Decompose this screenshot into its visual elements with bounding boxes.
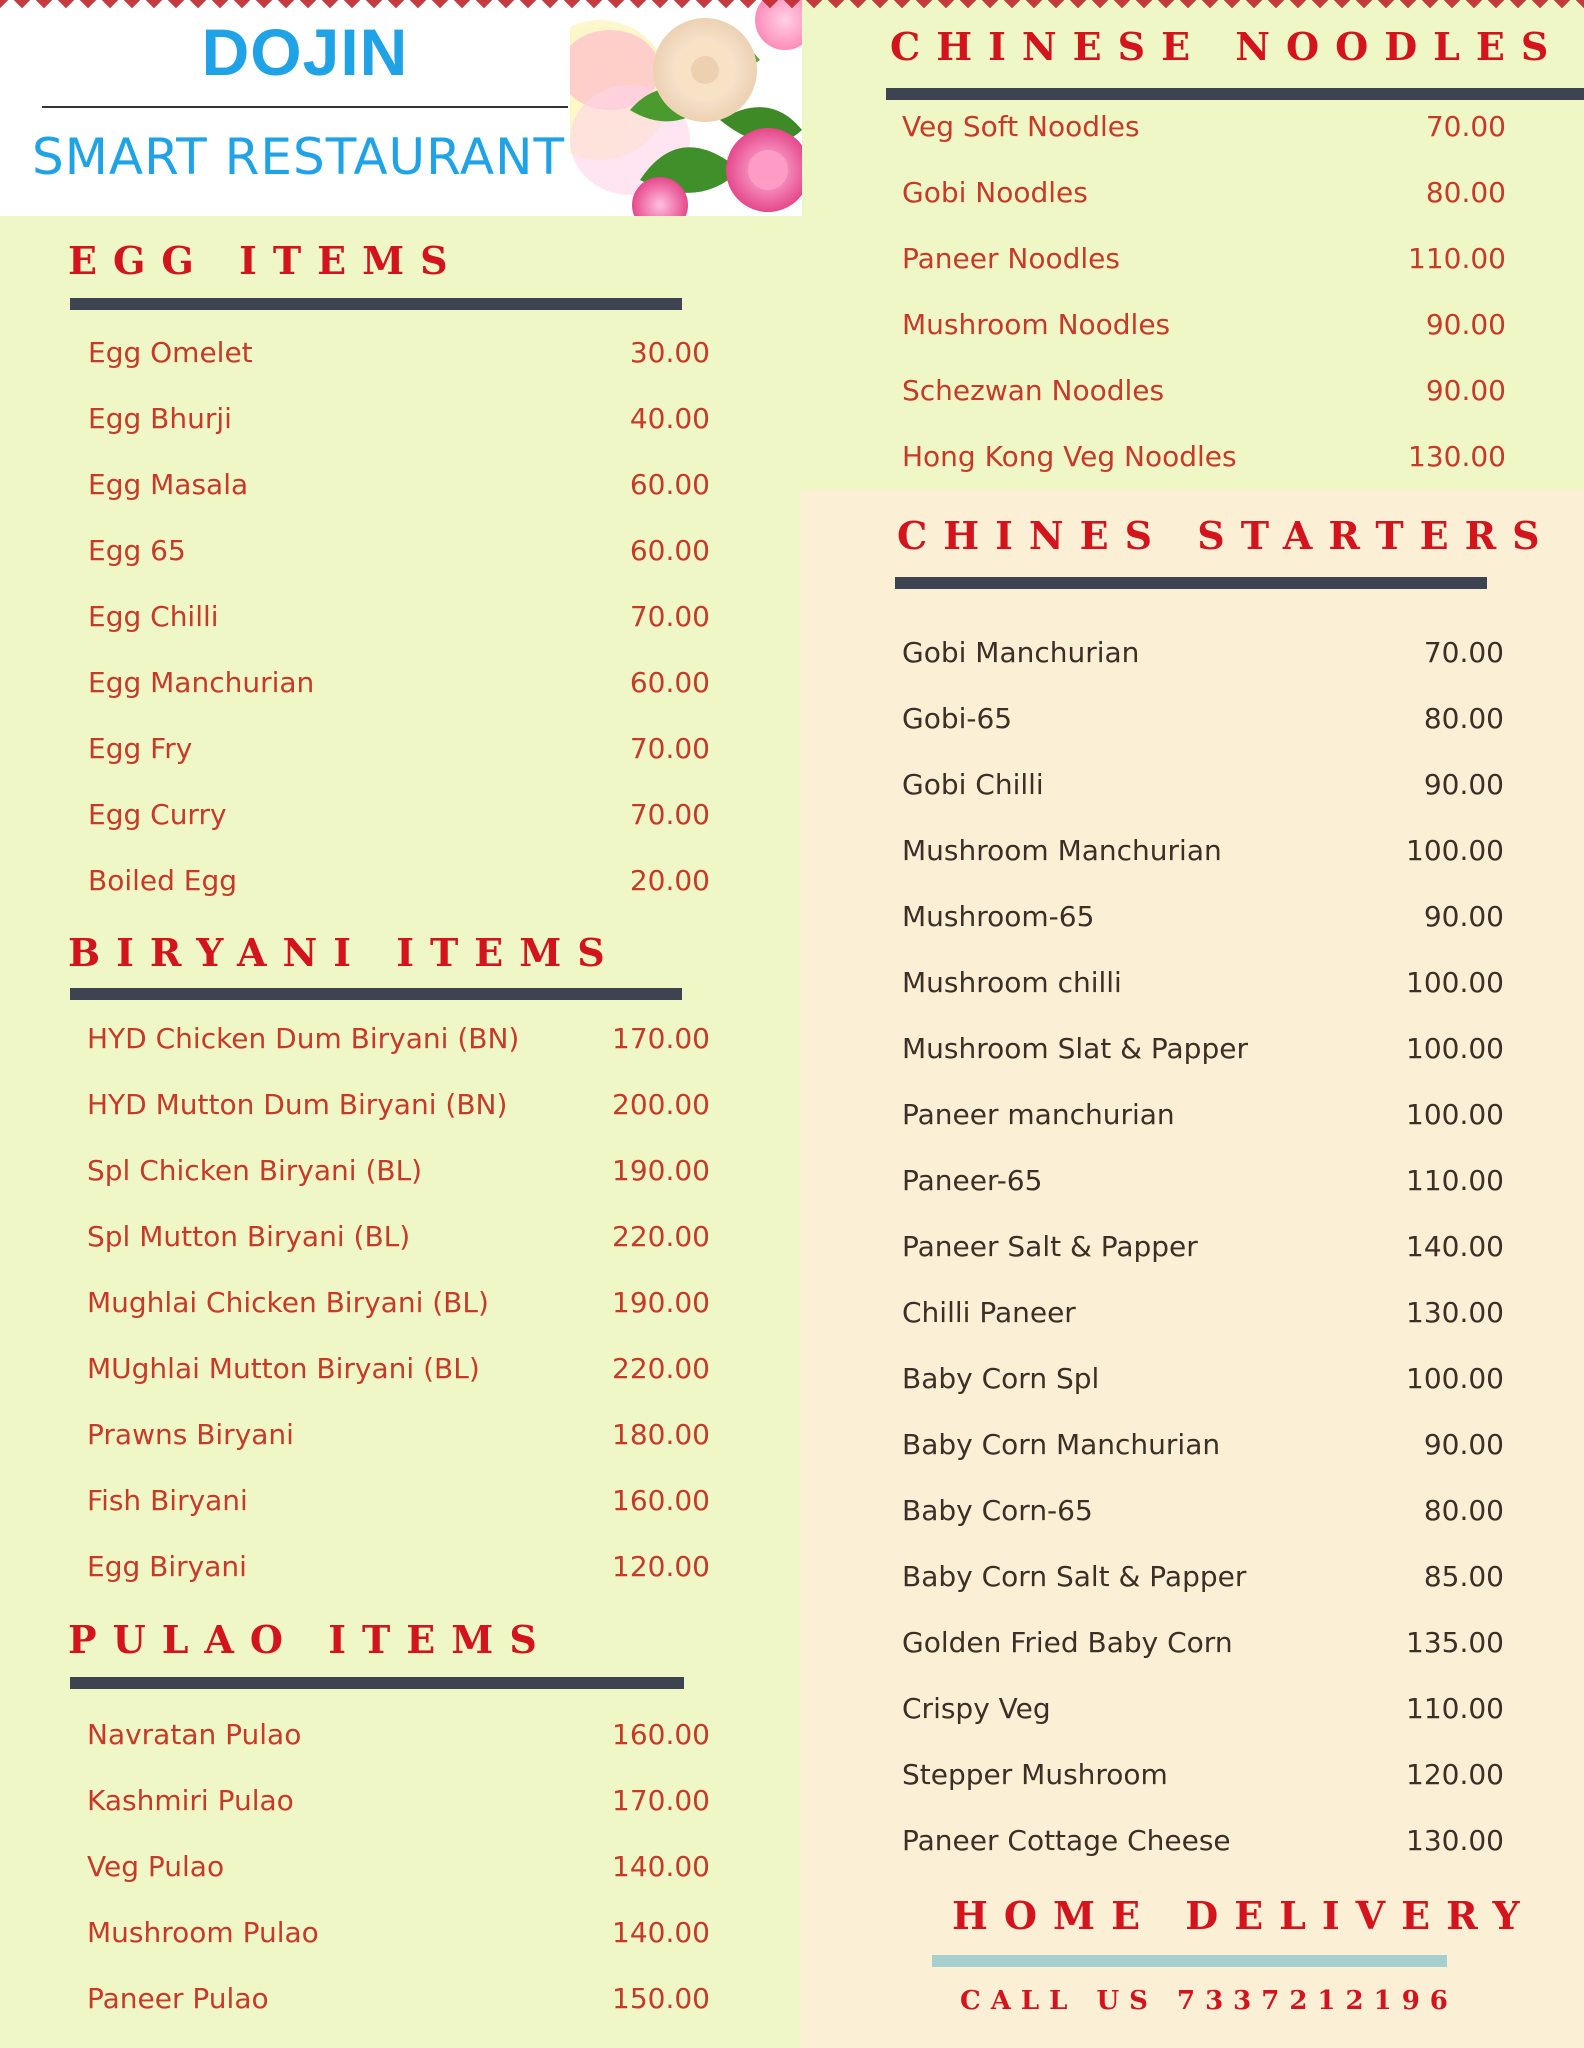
menu-item-name: Fish Biryani <box>87 1484 248 1517</box>
menu-item-price: 120.00 <box>1406 1758 1504 1791</box>
menu-item-price: 80.00 <box>1425 176 1506 209</box>
menu-item-row <box>902 834 1504 874</box>
menu-item-price: 60.00 <box>629 534 710 567</box>
menu-item-price: 70.00 <box>629 732 710 765</box>
flower-bouquet-icon <box>570 0 802 216</box>
menu-item-name: Paneer Cottage Cheese <box>902 1824 1231 1857</box>
section-title-biryani: BIRYANI ITEMS <box>68 930 621 975</box>
menu-item-price: 190.00 <box>612 1154 710 1187</box>
menu-item-price: 100.00 <box>1406 1098 1504 1131</box>
menu-item-name: Gobi Chilli <box>902 768 1044 801</box>
menu-item-price: 90.00 <box>1425 308 1506 341</box>
menu-item-name: Egg Biryani <box>87 1550 247 1583</box>
menu-item-row <box>88 600 710 640</box>
menu-item-price: 90.00 <box>1423 900 1504 933</box>
menu-item-name: Prawns Biryani <box>87 1418 294 1451</box>
menu-item-name: Paneer-65 <box>902 1164 1043 1197</box>
menu-item-row <box>87 1484 710 1524</box>
menu-item-name: Mushroom Noodles <box>902 308 1171 341</box>
menu-item-price: 30.00 <box>629 336 710 369</box>
menu-item-price: 90.00 <box>1423 768 1504 801</box>
menu-item-row <box>87 1916 710 1956</box>
menu-item-row <box>902 1032 1504 1072</box>
menu-item-price: 190.00 <box>612 1286 710 1319</box>
menu-item-price: 120.00 <box>612 1550 710 1583</box>
menu-item-name: Kashmiri Pulao <box>87 1784 294 1817</box>
menu-item-row <box>902 242 1506 282</box>
menu-item-name: Gobi Noodles <box>902 176 1088 209</box>
menu-item-name: Egg Curry <box>88 798 227 831</box>
menu-item-row <box>902 1164 1504 1204</box>
menu-item-row <box>902 768 1504 808</box>
menu-item-row <box>902 1362 1504 1402</box>
menu-item-name: Gobi-65 <box>902 702 1013 735</box>
menu-item-price: 180.00 <box>612 1418 710 1451</box>
menu-item-name: Golden Fried Baby Corn <box>902 1626 1233 1659</box>
menu-item-name: Paneer manchurian <box>902 1098 1175 1131</box>
menu-item-price: 110.00 <box>1408 242 1506 275</box>
menu-item-row <box>87 1154 710 1194</box>
section-title-noodles: CHINESE NOODLES <box>890 24 1565 69</box>
call-us-phone: CALL US 7337212196 <box>960 1986 1458 2016</box>
menu-item-row <box>902 966 1504 1006</box>
menu-item-name: Egg Masala <box>88 468 249 501</box>
menu-item-row <box>87 1088 710 1128</box>
menu-item-name: Mushroom Pulao <box>87 1916 319 1949</box>
menu-item-row <box>87 1850 710 1890</box>
menu-item-name: Baby Corn Manchurian <box>902 1428 1221 1461</box>
menu-item-row <box>902 702 1504 742</box>
menu-item-row <box>902 1692 1504 1732</box>
section-divider <box>886 88 1584 100</box>
menu-item-name: Baby Corn-65 <box>902 1494 1093 1527</box>
menu-item-price: 100.00 <box>1406 966 1504 999</box>
section-title-pulao: PULAO ITEMS <box>68 1617 553 1662</box>
menu-item-name: Veg Soft Noodles <box>902 110 1140 143</box>
section-divider <box>70 988 682 1000</box>
menu-item-name: Egg Fry <box>88 732 193 765</box>
menu-item-name: Paneer Salt & Papper <box>902 1230 1198 1263</box>
menu-item-row <box>87 1718 710 1758</box>
brand-tagline: SMART RESTAURANT <box>32 128 566 186</box>
menu-item-row <box>87 1220 710 1260</box>
menu-item-row <box>87 1352 710 1392</box>
menu-item-name: Crispy Veg <box>902 1692 1051 1725</box>
menu-item-price: 60.00 <box>629 468 710 501</box>
menu-item-price: 160.00 <box>612 1718 710 1751</box>
menu-item-row <box>88 336 710 376</box>
menu-item-name: Paneer Noodles <box>902 242 1120 275</box>
menu-item-price: 140.00 <box>612 1916 710 1949</box>
section-divider <box>895 577 1487 589</box>
menu-item-name: Egg Manchurian <box>88 666 315 699</box>
menu-item-row <box>902 900 1504 940</box>
menu-item-row <box>87 1286 710 1326</box>
section-divider <box>70 298 682 310</box>
brand-divider <box>42 106 568 108</box>
menu-item-row <box>88 864 710 904</box>
section-divider <box>70 1677 684 1689</box>
menu-item-row <box>902 374 1506 414</box>
menu-item-row <box>902 440 1506 480</box>
menu-item-name: HYD Chicken Dum Biryani (BN) <box>87 1022 520 1055</box>
menu-item-name: MUghlai Mutton Biryani (BL) <box>87 1352 480 1385</box>
menu-item-name: Baby Corn Salt & Papper <box>902 1560 1247 1593</box>
menu-item-name: Egg Chilli <box>88 600 219 633</box>
menu-item-name: Navratan Pulao <box>87 1718 302 1751</box>
menu-item-price: 100.00 <box>1406 834 1504 867</box>
menu-item-row <box>87 1982 710 2022</box>
menu-item-price: 130.00 <box>1406 1824 1504 1857</box>
menu-item-name: Mushroom-65 <box>902 900 1095 933</box>
menu-item-row <box>902 1230 1504 1270</box>
menu-item-row <box>902 1428 1504 1468</box>
menu-item-name: Baby Corn Spl <box>902 1362 1100 1395</box>
menu-item-name: HYD Mutton Dum Biryani (BN) <box>87 1088 508 1121</box>
menu-item-name: Spl Mutton Biryani (BL) <box>87 1220 411 1253</box>
menu-item-price: 60.00 <box>629 666 710 699</box>
menu-item-row <box>902 1758 1504 1798</box>
menu-item-row <box>902 1626 1504 1666</box>
menu-item-name: Paneer Pulao <box>87 1982 269 2015</box>
menu-item-row <box>902 1296 1504 1336</box>
menu-item-row <box>87 1784 710 1824</box>
menu-item-row <box>902 1824 1504 1864</box>
zigzag-border <box>0 0 1584 10</box>
brand-name: DOJIN <box>201 15 409 89</box>
menu-item-price: 110.00 <box>1406 1692 1504 1725</box>
menu-item-name: Gobi Manchurian <box>902 636 1140 669</box>
menu-item-name: Hong Kong Veg Noodles <box>902 440 1237 473</box>
menu-item-price: 170.00 <box>612 1784 710 1817</box>
menu-item-price: 70.00 <box>1423 636 1504 669</box>
menu-item-name: Egg Bhurji <box>88 402 232 435</box>
menu-item-price: 130.00 <box>1408 440 1506 473</box>
menu-item-price: 70.00 <box>629 600 710 633</box>
menu-item-price: 160.00 <box>612 1484 710 1517</box>
menu-item-price: 90.00 <box>1425 374 1506 407</box>
menu-item-row <box>902 1494 1504 1534</box>
menu-item-price: 90.00 <box>1423 1428 1504 1461</box>
menu-item-row <box>88 468 710 508</box>
menu-item-price: 130.00 <box>1406 1296 1504 1329</box>
menu-item-price: 140.00 <box>1406 1230 1504 1263</box>
menu-item-row <box>87 1418 710 1458</box>
menu-item-price: 100.00 <box>1406 1032 1504 1065</box>
menu-item-row <box>902 636 1504 676</box>
menu-item-row <box>87 1550 710 1590</box>
menu-item-price: 150.00 <box>612 1982 710 2015</box>
menu-item-price: 170.00 <box>612 1022 710 1055</box>
menu-item-name: Mushroom Slat & Papper <box>902 1032 1248 1065</box>
menu-item-name: Egg Omelet <box>88 336 253 369</box>
menu-item-row <box>88 534 710 574</box>
menu-item-name: Spl Chicken Biryani (BL) <box>87 1154 423 1187</box>
menu-item-price: 200.00 <box>612 1088 710 1121</box>
section-title-egg: EGG ITEMS <box>68 238 464 283</box>
logo-header <box>0 0 802 216</box>
menu-item-name: Egg 65 <box>88 534 186 567</box>
menu-item-name: Mushroom chilli <box>902 966 1122 999</box>
menu-item-row <box>88 402 710 442</box>
menu-item-price: 70.00 <box>1425 110 1506 143</box>
menu-item-name: Boiled Egg <box>88 864 238 897</box>
menu-item-price: 220.00 <box>612 1220 710 1253</box>
menu-item-row <box>902 1098 1504 1138</box>
menu-item-name: Veg Pulao <box>87 1850 225 1883</box>
menu-item-row <box>902 176 1506 216</box>
home-delivery-title: HOME DELIVERY <box>952 1893 1536 1938</box>
menu-item-price: 80.00 <box>1423 1494 1504 1527</box>
menu-item-price: 100.00 <box>1406 1362 1504 1395</box>
menu-item-row <box>88 732 710 772</box>
menu-item-price: 140.00 <box>612 1850 710 1883</box>
menu-item-name: Chilli Paneer <box>902 1296 1076 1329</box>
menu-item-name: Mughlai Chicken Biryani (BL) <box>87 1286 489 1319</box>
menu-item-row <box>88 798 710 838</box>
menu-item-row <box>87 1022 710 1062</box>
menu-item-row <box>88 666 710 706</box>
menu-item-row <box>902 1560 1504 1600</box>
menu-item-name: Schezwan Noodles <box>902 374 1165 407</box>
menu-item-price: 20.00 <box>629 864 710 897</box>
menu-item-row <box>902 308 1506 348</box>
menu-item-price: 220.00 <box>612 1352 710 1385</box>
menu-item-price: 85.00 <box>1423 1560 1504 1593</box>
menu-item-price: 135.00 <box>1406 1626 1504 1659</box>
menu-item-price: 110.00 <box>1406 1164 1504 1197</box>
menu-item-price: 80.00 <box>1423 702 1504 735</box>
menu-item-row <box>902 110 1506 150</box>
menu-item-name: Mushroom Manchurian <box>902 834 1222 867</box>
delivery-divider <box>932 1955 1447 1967</box>
menu-item-price: 70.00 <box>629 798 710 831</box>
menu-item-price: 40.00 <box>629 402 710 435</box>
section-title-starters: CHINES STARTERS <box>897 513 1556 558</box>
menu-item-name: Stepper Mushroom <box>902 1758 1168 1791</box>
